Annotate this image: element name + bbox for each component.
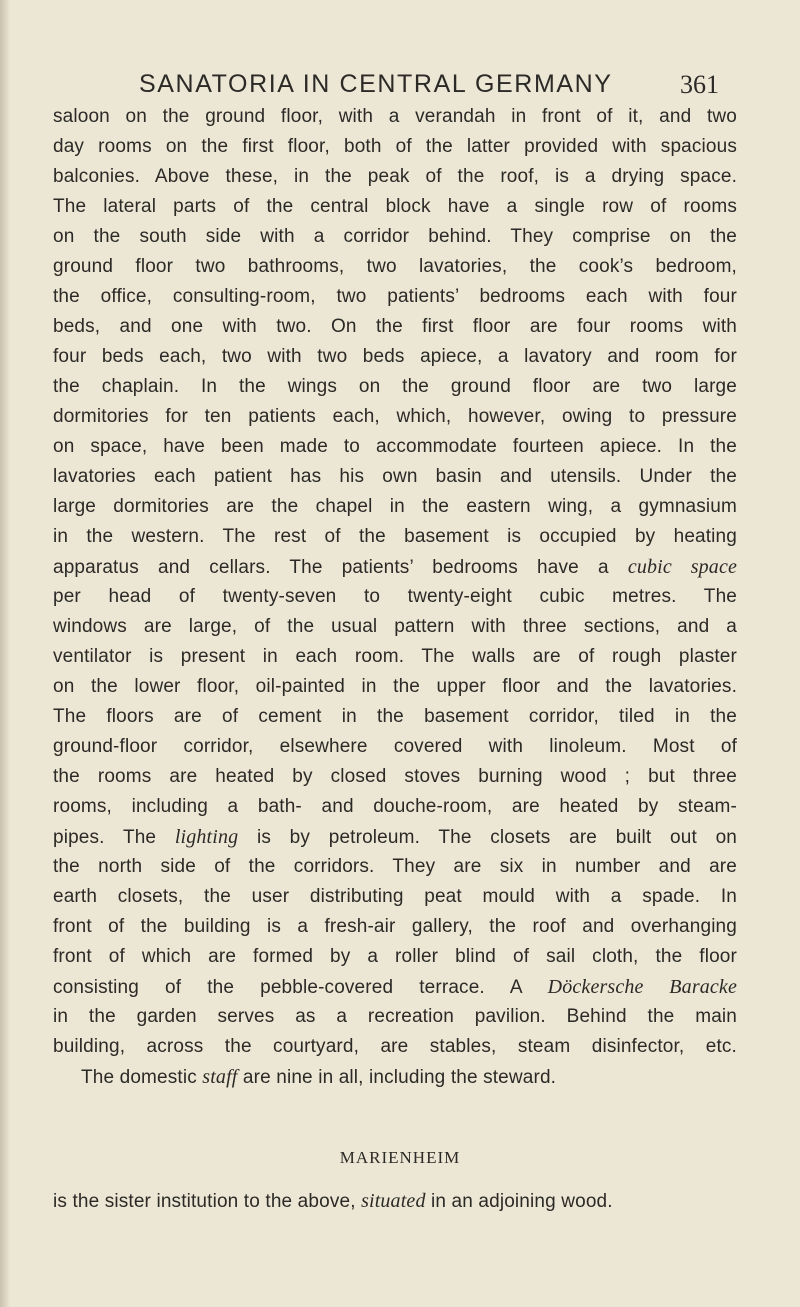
- text-line: rooms, including a bath- and douche-room, are heated by steam-: [53, 796, 737, 817]
- text-line: [53, 1062, 737, 1092]
- text-line: the chaplain. In the wings on the ground floor are two large: [53, 376, 737, 397]
- text-line: [53, 972, 737, 1002]
- text-segment: The domestic: [81, 1067, 203, 1088]
- text-line: on the lower floor, oil-painted in the upper floor and the lavatories.: [53, 676, 737, 697]
- text-line: ground floor two bathrooms, two lavatories, the cook’s bedroom,: [53, 256, 737, 277]
- text-segment: is the sister institution to the above,: [53, 1191, 362, 1212]
- italic-term: staff: [202, 1066, 238, 1088]
- text-line: day rooms on the first floor, both of the latter provided with spacious: [53, 136, 737, 157]
- italic-term: lighting: [174, 826, 239, 848]
- text-line: saloon on the ground floor, with a verandah in front of it, and two: [53, 106, 737, 127]
- italic-term: cubic space: [627, 556, 737, 578]
- running-head: SANATORIA IN CENTRAL GERMANY: [139, 70, 613, 98]
- text-line: [53, 822, 737, 852]
- text-segment: is by petroleum. The closets are built out on: [238, 827, 738, 848]
- text-line: lavatories each patient has his own basin and utensils. Under the: [53, 466, 737, 487]
- text-line: the north side of the corridors. They are six in number and are: [53, 856, 737, 877]
- text-line: in the garden serves as a recreation pavilion. Behind the main: [53, 1006, 737, 1027]
- text-segment: pipes. The: [53, 827, 175, 848]
- text-line: ventilator is present in each room. The walls are of rough plaster: [53, 646, 737, 667]
- section-title: MARIENHEIM: [339, 1148, 461, 1167]
- text-segment: consisting of the pebble-covered terrace. A: [53, 977, 548, 998]
- text-line: large dormitories are the chapel in the eastern wing, a gymnasium: [53, 496, 737, 517]
- text-line: The lateral parts of the central block have a single row of rooms: [53, 196, 737, 217]
- body-paragraph: [53, 102, 737, 1092]
- text-line: four beds each, two with two beds apiece, a lavatory and room for: [53, 346, 737, 367]
- text-line: ground-floor corridor, elsewhere covered with linoleum. Most of: [53, 736, 737, 757]
- text-line: [53, 1186, 737, 1216]
- text-segment: apparatus and cellars. The patients’ bedrooms have a: [53, 557, 628, 578]
- text-line: beds, and one with two. On the first floor are four rooms with: [53, 316, 737, 337]
- text-line: front of which are formed by a roller blind of sail cloth, the floor: [53, 946, 737, 967]
- text-segment: are nine in all, including the steward.: [237, 1067, 557, 1088]
- text-line: dormitories for ten patients each, which, however, owing to pressure: [53, 406, 737, 427]
- italic-term: Döckersche Baracke: [547, 976, 737, 998]
- text-line: The floors are of cement in the basement corridor, tiled in the: [53, 706, 737, 727]
- page-number: 361: [680, 70, 719, 99]
- text-line: per head of twenty-seven to twenty-eight cubic metres. The: [53, 586, 737, 607]
- text-segment: in an adjoining wood.: [425, 1191, 613, 1212]
- text-line: earth closets, the user distributing peat mould with a spade. In: [53, 886, 737, 907]
- text-line: balconies. Above these, in the peak of the roof, is a drying space.: [53, 166, 737, 187]
- text-line: the rooms are heated by closed stoves burning wood ; but three: [53, 766, 737, 787]
- text-line: windows are large, of the usual pattern with three sections, and a: [53, 616, 737, 637]
- page-binding-shadow: [0, 0, 10, 1307]
- text-line: the office, consulting-room, two patients’ bedrooms each with four: [53, 286, 737, 307]
- italic-term: situated: [361, 1190, 426, 1212]
- text-line: in the western. The rest of the basement is occupied by heating: [53, 526, 737, 547]
- text-line: on space, have been made to accommodate fourteen apiece. In the: [53, 436, 737, 457]
- text-line: on the south side with a corridor behind. They comprise on the: [53, 226, 737, 247]
- text-line: front of the building is a fresh-air gallery, the roof and overhanging: [53, 916, 737, 937]
- text-line: [53, 552, 737, 582]
- text-line: building, across the courtyard, are stables, steam disinfector, etc.: [53, 1036, 737, 1057]
- section-paragraph: [53, 1186, 737, 1216]
